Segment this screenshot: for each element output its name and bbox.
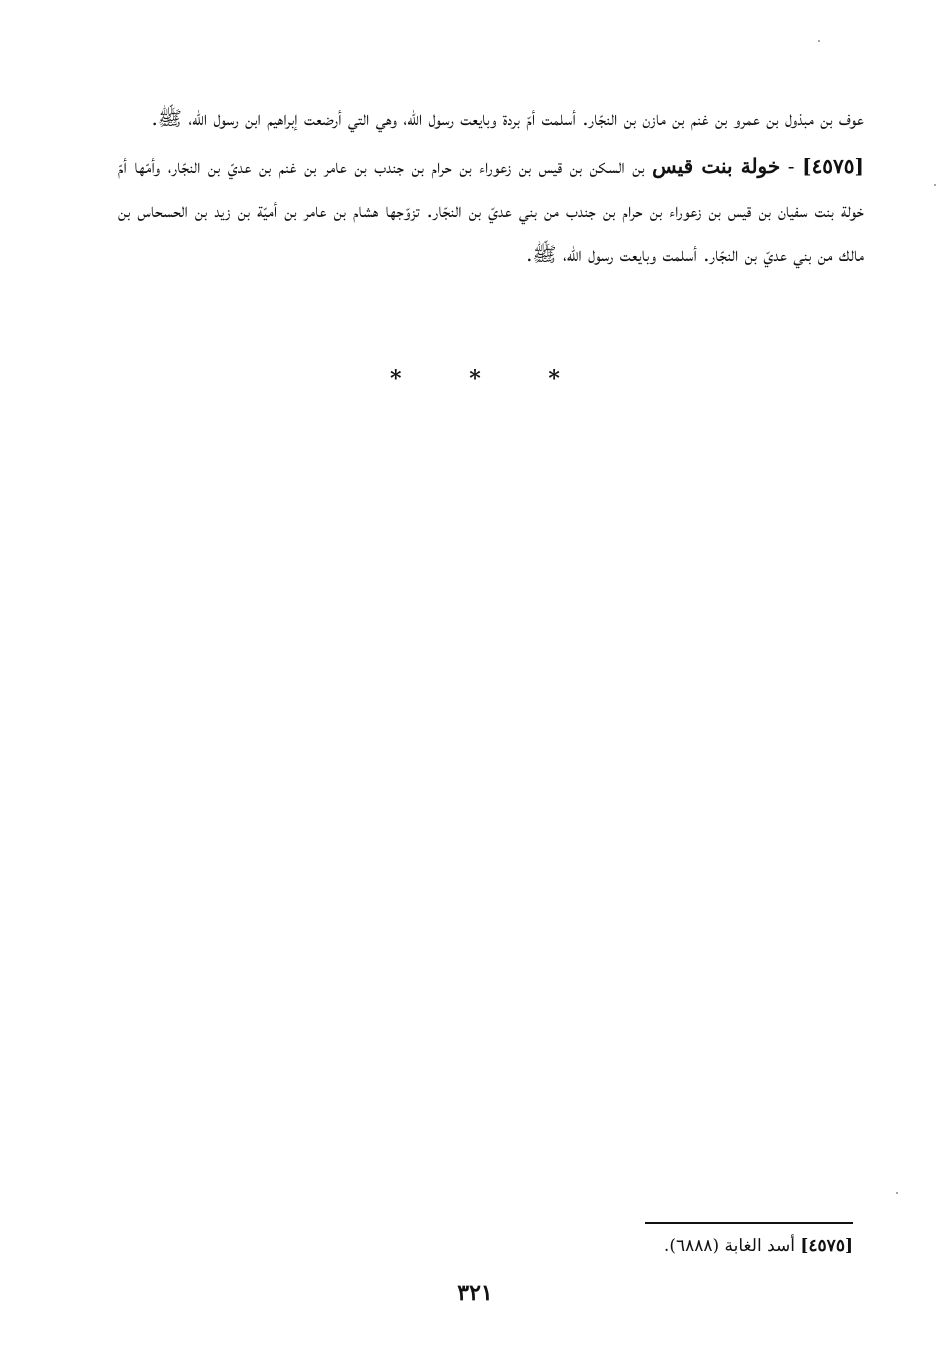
entry-name: خولة بنت قيس — [652, 154, 781, 178]
separator-asterisk: * — [548, 366, 560, 392]
main-text — [118, 96, 864, 276]
scan-speck — [818, 40, 820, 42]
page-number: ٣٢١ — [457, 1280, 493, 1306]
scan-speck — [896, 1192, 898, 1194]
separator-asterisk: * — [390, 366, 402, 392]
paragraph-continuation — [118, 96, 864, 140]
footnote — [400, 1232, 853, 1260]
entry-number: [٤٥٧٥] — [802, 154, 864, 178]
entry-paragraph: [٤٥٧٥] - خولة بنت قيس بن السكن بن قيس بن زعوراء بن حرام بن جندب بن عامر بن غنم بن عديّ بن النجّار، وأمّها أمّ خولة بنت سفيان بن قيس بن زعوراء بن حرام بن جندب من بني عديّ بن النجّار. تزوّجها هشام بن عامر بن أميّة بن زيد بن الحسحاس بن مالك من بني عديّ بن النجّار. أسلمت وبايعت رسول الله، ﷺ. — [118, 154, 864, 266]
section-separator — [0, 366, 950, 392]
footnote-text: أسد الغابة (٦٨٨٨). — [663, 1236, 801, 1256]
footnote-divider — [645, 1222, 853, 1224]
paragraph-text: عوف بن مبذول بن عمرو بن غنم بن مازن بن النجّار. أسلمت أمّ بردة وبايعت رسول الله، وهي التي أرضعت إبراهيم ابن رسول الله، ﷺ. — [151, 106, 864, 130]
footnote-number: [٤٥٧٥] — [800, 1236, 853, 1256]
entry-text: بن السكن بن قيس بن زعوراء بن حرام بن جندب بن عامر بن غنم بن عديّ بن النجّار، وأمّها أمّ خولة بنت سفيان بن قيس بن زعوراء بن حرام بن جندب من بني عديّ بن النجّار. تزوّجها هشام بن عامر بن أميّة بن زيد بن الحسحاس بن مالك من بني عديّ بن النجّار. أسلمت وبايعت رسول الله، ﷺ. — [118, 154, 864, 266]
scan-speck — [934, 184, 936, 186]
separator-asterisk: * — [469, 366, 481, 392]
